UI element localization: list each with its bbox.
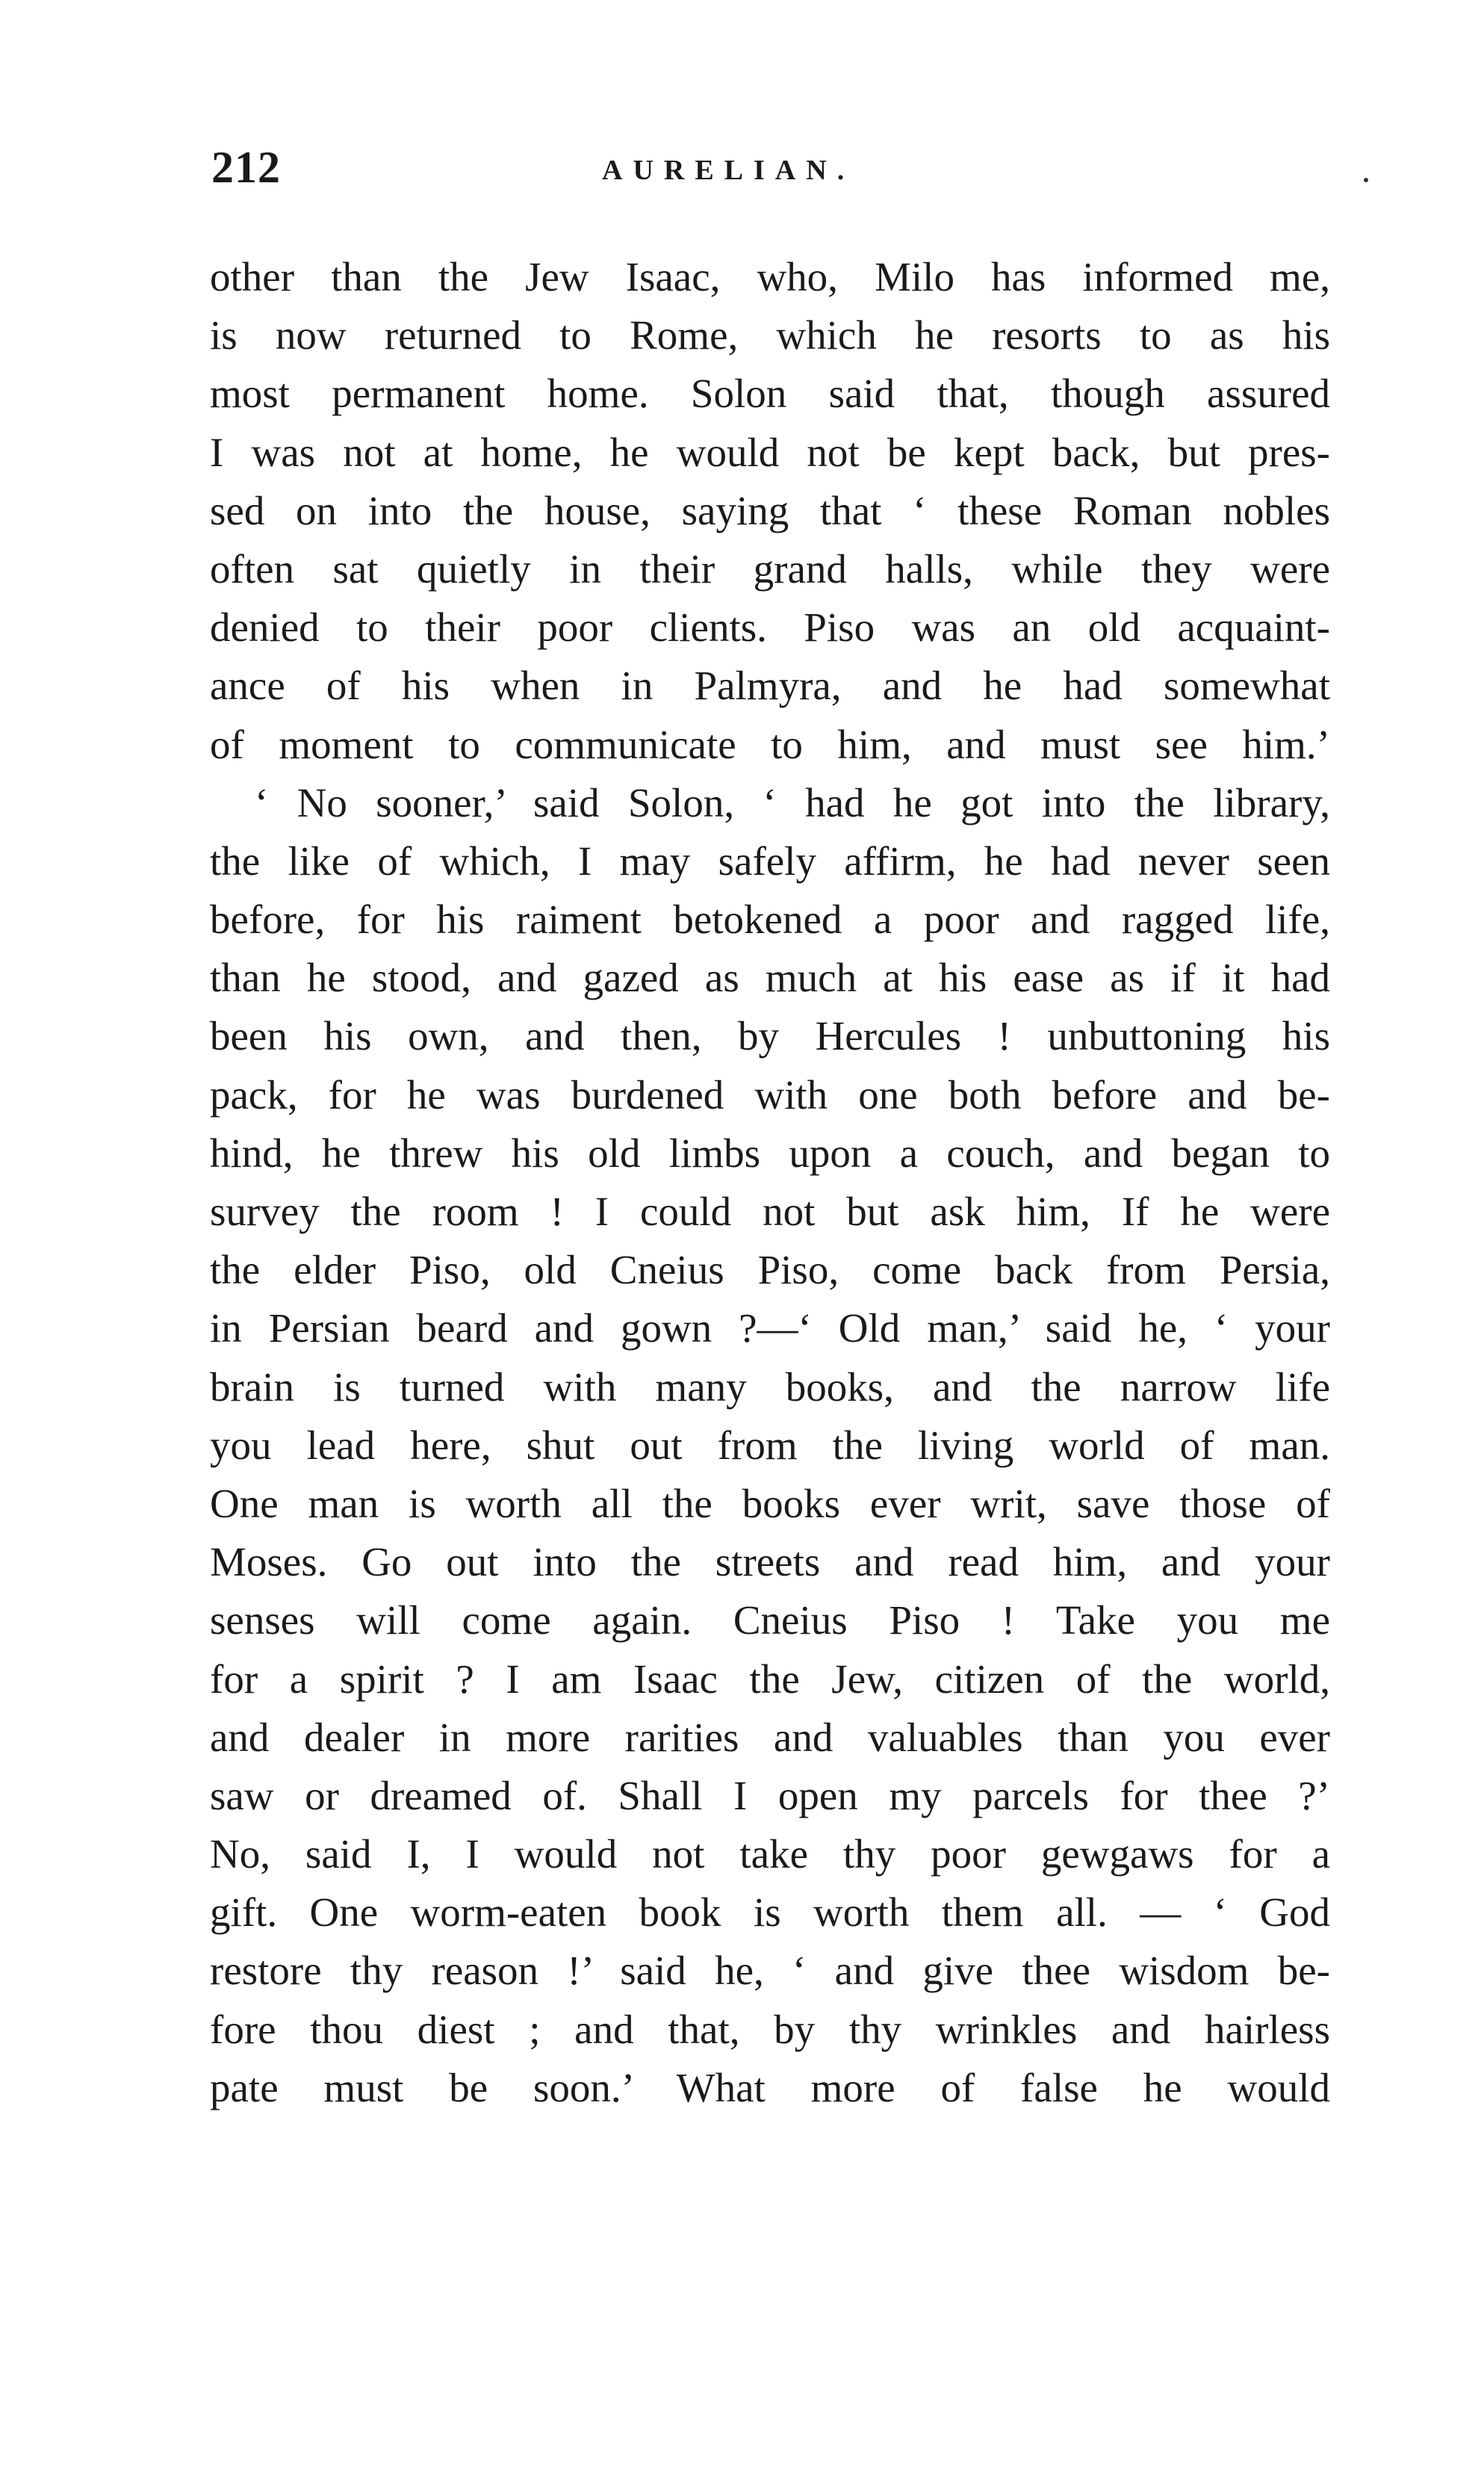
text-line: denied to their poor clients. Piso was an old acquaint- [210,604,1330,651]
text-line: pate must be soon.’ What more of false he would [210,2064,1330,2110]
text-line: ance of his when in Palmyra, and he had somewhat [210,663,1330,709]
text-line: Moses. Go out into the streets and read him, and your [210,1539,1330,1585]
text-line: most permanent home. Solon said that, though assured [210,371,1330,417]
text-line: restore thy reason !’ said he, ‘ and give thee wisdom be- [210,1948,1330,1994]
text-line-paragraph-start: ‘ No sooner,’ said Solon, ‘ had he got into the library, [255,779,1330,826]
text-line: the elder Piso, old Cneius Piso, come back from Persia, [210,1247,1330,1293]
running-head: AURELIAN. [602,155,855,186]
text-line: the like of which, I may safely affirm, he had never seen [210,837,1330,884]
text-line: gift. One worm-eaten book is worth them all. — ‘ God [210,1889,1330,1936]
text-line: is now returned to Rome, which he resorts to as his [210,312,1330,359]
text-line: and dealer in more rarities and valuables than you ever [210,1714,1330,1760]
text-line: than he stood, and gazed as much at his ease as if it had [210,955,1330,1001]
text-line: often sat quietly in their grand halls, while they were [210,545,1330,592]
page-header [211,142,1332,202]
text-line: sed on into the house, saying that ‘ these Roman nobles [210,487,1330,533]
text-line: survey the room ! I could not but ask him, If he were [210,1189,1330,1234]
text-line: fore thou diest ; and that, by thy wrinkles and hairless [210,2006,1330,2052]
page-number: 212 [211,143,281,192]
text-line: before, for his raiment betokened a poor and ragged life, [210,896,1330,943]
text-line: for a spirit ? I am Isaac the Jew, citizen of the world, [210,1655,1330,1702]
text-line: I was not at home, he would not be kept back, but pres- [210,429,1330,475]
text-line: pack, for he was burdened with one both before and be- [210,1071,1330,1118]
text-line: been his own, and then, by Hercules ! unbuttoning his [210,1013,1330,1059]
text-line: you lead here, shut out from the living world of man. [210,1422,1330,1468]
text-line: in Persian beard and gown ?—‘ Old man,’ said he, ‘ your [210,1305,1330,1351]
body-text [210,248,1330,2117]
text-line: other than the Jew Isaac, who, Milo has informed me, [210,254,1330,300]
text-line: senses will come again. Cneius Piso ! Take you me [210,1597,1330,1644]
text-line: of moment to communicate to him, and must see him.’ [210,721,1330,767]
text-line: One man is worth all the books ever writ, save those of [210,1480,1330,1526]
stray-ink-mark [1364,178,1368,182]
text-line: brain is turned with many books, and the narrow life [210,1363,1330,1410]
text-line: hind, he threw his old limbs upon a couch, and began to [210,1130,1330,1176]
text-line: saw or dreamed of. Shall I open my parcels for thee ?’ [210,1772,1330,1818]
text-line: No, said I, I would not take thy poor gewgaws for a [210,1831,1330,1877]
